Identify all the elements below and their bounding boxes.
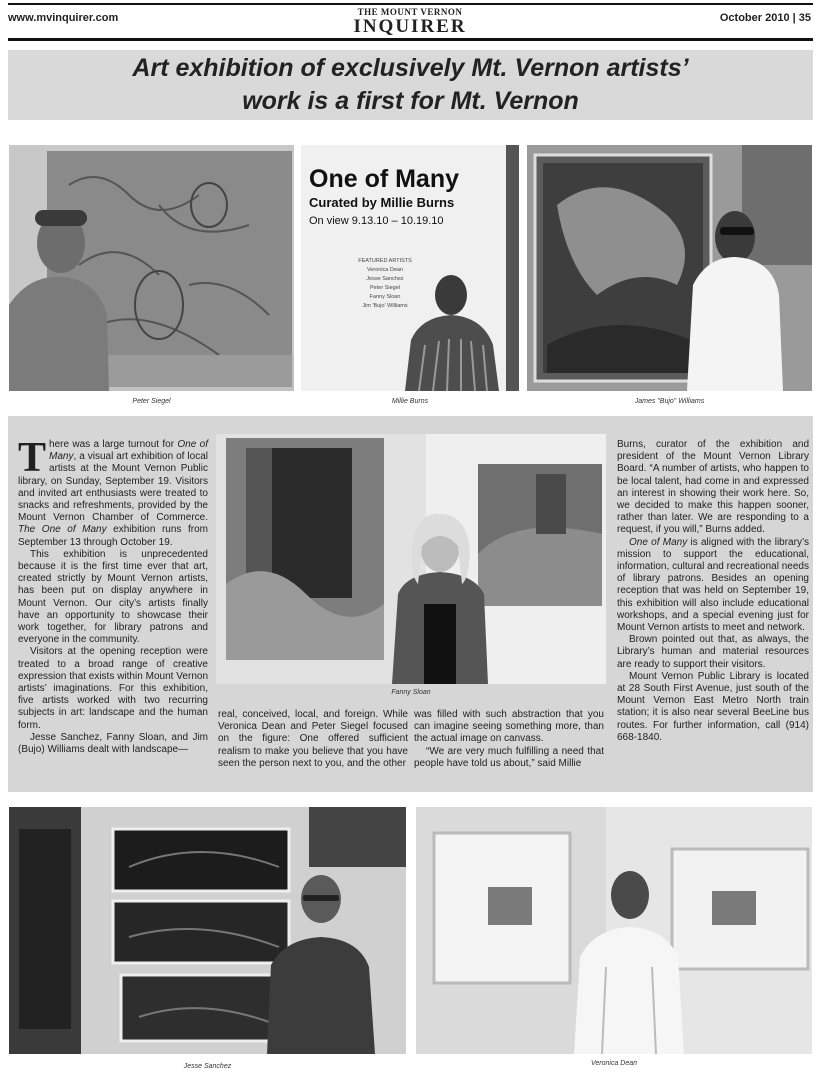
article-paragraph: There was a large turnout for One of Many, a visual art exhibition of local artists at the Mount Vernon Public library, on Sunday, September 19. Visitors and invited art enthusiasts were treated to snacks and refreshments, provided by the Mount Vernon Chamber of Commerce. The One of Many exhibition runs from September 13 through October 19. [18,435,208,548]
article-paragraph: Burns, curator of the exhibition and president of the Mount Vernon Library Board. “A number of artists, who happen to be local talent, had come in and expressed an interest in showing their work here. So, we decided to make this happen sooner, rather than later. We are responding to a request, if you will,” Burns added. [617,439,809,536]
caption-fanny-sloan: Fanny Sloan [391,689,431,696]
caption-james-williams: James "Bujo" Williams [634,398,705,405]
poster-on-view: On view 9.13.10 – 10.19.10 [309,215,444,227]
masthead-logo: INQUIRER [353,16,467,37]
website-url: www.mvinquirer.com [8,12,119,24]
poster-featured-heading: FEATURED ARTISTS [358,258,412,264]
article-column-3 [414,709,604,770]
poster-artist: Jim 'Bujo' Williams [362,303,408,309]
masthead-top: THE MOUNT VERNON [357,7,463,17]
article-paragraph: This exhibition is unprecedented because it is the first time ever that art, created strictly by Mount Vernon artists, has been put on display anywhere in Mount Vernon. Our city’s artists finally have an opportunity to showcase their work together, for library patrons and everyone in the community. [18,548,208,646]
photo-veronica-dean [416,807,812,1054]
header-rule [8,38,813,41]
photo-peter-siegel [9,145,294,391]
caption-veronica-dean: Veronica Dean [590,1060,638,1067]
poster-artist: Peter Siegel [370,285,400,291]
article-paragraph: Brown pointed out that, as always, the Library’s human and material resources are ready to support their visitors. [617,634,809,670]
article-paragraph: real, conceived, local, and foreign. While Veronica Dean and Peter Siegel focused on the figure: One offered sufficient realism to make you believe that you have seen the person next to you, and the other [218,709,408,769]
article-paragraph: Jesse Sanchez, Fanny Sloan, and Jim (Bujo) Williams dealt with landscape— [18,731,208,756]
article-paragraph: was filled with such abstraction that you can imagine seeing something more, than the actual image on canvass. [414,709,604,745]
caption-peter-siegel: Peter Siegel [132,398,171,405]
article-paragraph: “We are very much fulfilling a need that people have told us about,” said Millie [414,745,604,769]
article-column-4 [617,439,809,744]
photo-james-williams [527,145,812,391]
poster-artist: Veronica Dean [366,267,404,273]
headline-line-1: Art exhibition of exclusively Mt. Vernon artists’ [132,54,689,82]
photo-fanny-sloan [216,434,606,684]
poster-featured-artists [345,257,425,311]
issue-date-page: October 2010 | 35 [719,12,811,24]
caption-jesse-sanchez: Jesse Sanchez [183,1063,232,1070]
headline-line-2: work is a first for Mt. Vernon [242,87,579,115]
article-paragraph: Mount Vernon Public Library is located at 28 South First Avenue, just south of the Mount Vernon East Metro North train station; it is also near several BeeLine bus routes. For further information, call (914) 668-1840. [617,670,809,743]
poster-title: One of Many [309,165,460,193]
article-paragraph: Visitors at the opening reception were treated to a broad range of creative expression that exists within Mount Vernon artists’ imaginations. For this exhibition, five artists worked with two recurring subjects in art: landscape and the human form. [18,646,208,731]
article-column-1 [18,435,208,756]
drop-cap: T [18,435,47,481]
article-paragraph: One of Many is aligned with the library’s mission to support the educational, information, cultural and recreational needs of library patrons. Besides an opening reception that was held on September 19, this exhibition will also include educational workshops, and a special evening just for Mount Vernon artists to meet and network. [617,536,809,634]
caption-millie-burns: Millie Burns [391,398,429,405]
photo-millie-burns [301,145,519,391]
poster-artist: Jesse Sanchez [366,276,404,282]
poster-artist: Fanny Sloan [369,294,401,300]
poster-curated: Curated by Millie Burns [309,195,455,210]
article-column-2 [218,709,408,770]
top-rule [8,3,813,5]
headline [8,52,813,118]
photo-jesse-sanchez [9,807,406,1054]
